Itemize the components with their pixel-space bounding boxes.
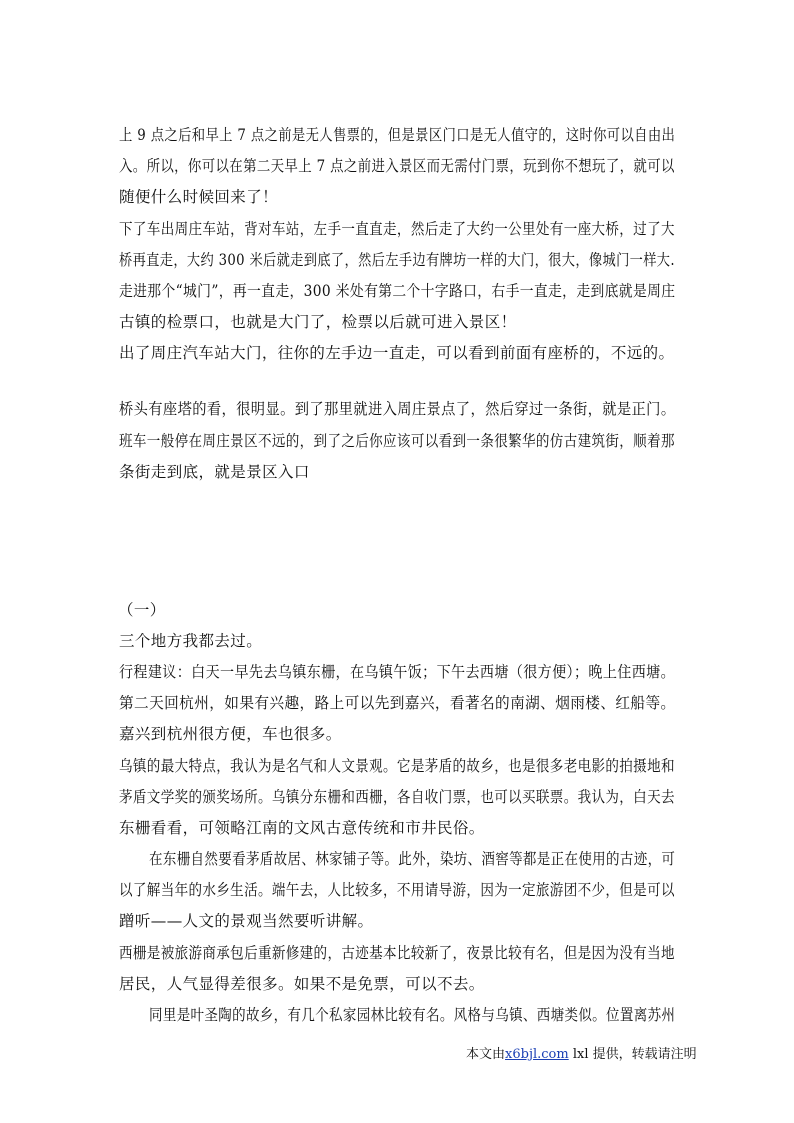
- paragraph-line: 第二天回杭州，如果有兴趣，路上可以先到嘉兴，看著名的南湖、烟雨楼、红船等。: [119, 694, 676, 712]
- paragraph-line: 随便什么时候回来了！: [119, 188, 279, 206]
- paragraph-line: 乌镇的最大特点，我认为是名气和人文景观。它是茅盾的故乡，也是很多老电影的拍摄地和: [119, 757, 675, 775]
- paragraph-line: 桥再直走，大约 300 米后就走到底了，然后左手边有牌坊一样的大门，很大，像城门一样大.: [119, 251, 675, 269]
- paragraph-line: 走进那个“城门”，再一直走，300 米处有第二个十字路口，右手一直走，走到底就是周庄: [119, 282, 676, 300]
- paragraph-line: 出了周庄汽车站大门，往你的左手边一直走，可以看到前面有座桥的，不远的。: [119, 344, 675, 362]
- paragraph-line: 东栅看看，可领略江南的文风古意传统和市井民俗。: [119, 819, 485, 837]
- paragraph-line: 条街走到底，就是景区入口: [119, 463, 310, 481]
- paragraph-line: 三个地方我都去过。: [119, 632, 263, 650]
- footer-credit: [466, 1043, 697, 1062]
- paragraph-line: 在东栅自然要看茅盾故居、林家铺子等。此外，染坊、酒窖等都是正在使用的古迹，可: [149, 850, 676, 868]
- paragraph-line: 嘉兴到杭州很方便，车也很多。: [119, 725, 342, 743]
- source-link[interactable]: x6bjl.com: [505, 1047, 569, 1062]
- paragraph-line: 同里是叶圣陶的故乡，有几个私家园林比较有名。风格与乌镇、西塘类似。位置离苏州: [149, 1006, 676, 1024]
- paragraph-line: 下了车出周庄车站，背对车站，左手一直直走，然后走了大约一公里处有一座大桥，过了大: [119, 220, 675, 238]
- paragraph-line: 古镇的检票口，也就是大门了，检票以后就可进入景区！: [119, 313, 517, 331]
- paragraph-line: 西栅是被旅游商承包后重新修建的，古迹基本比较新了，夜景比较有名，但是因为没有当地: [119, 944, 675, 962]
- paragraph-line: 以了解当年的水乡生活。端午去，人比较多，不用请导游，因为一定旅游团不少，但是可以: [119, 881, 675, 899]
- paragraph-line: 居民，人气显得差很多。如果不是免票，可以不去。: [119, 975, 485, 993]
- paragraph-line: 蹭听——人文的景观当然要听讲解。: [119, 912, 374, 930]
- section-marker: （一）: [118, 601, 166, 619]
- paragraph-line: 行程建议：白天一早先去乌镇东栅，在乌镇午饭；下午去西塘（很方便）；晚上住西塘。: [119, 663, 676, 681]
- paragraph-line: 茅盾文学奖的颁奖场所。乌镇分东栅和西栅，各自收门票，也可以买联票。我认为，白天去: [119, 788, 675, 806]
- paragraph-line: 入。所以，你可以在第二天早上 7 点之前进入景区而无需付门票，玩到你不想玩了，就可以: [119, 157, 675, 175]
- paragraph-line: 桥头有座塔的看，很明显。到了那里就进入周庄景点了，然后穿过一条街，就是正门。: [119, 400, 676, 418]
- footer-prefix: 本文由: [466, 1047, 506, 1062]
- footer-suffix: lxl 提供，转载请注明: [568, 1047, 697, 1062]
- paragraph-line: 上 9 点之后和早上 7 点之前是无人售票的，但是景区门口是无人值守的，这时你可以自由出: [119, 126, 676, 144]
- paragraph-line: 班车一般停在周庄景区不远的，到了之后你应该可以看到一条很繁华的仿古建筑街，顺着那: [119, 432, 675, 450]
